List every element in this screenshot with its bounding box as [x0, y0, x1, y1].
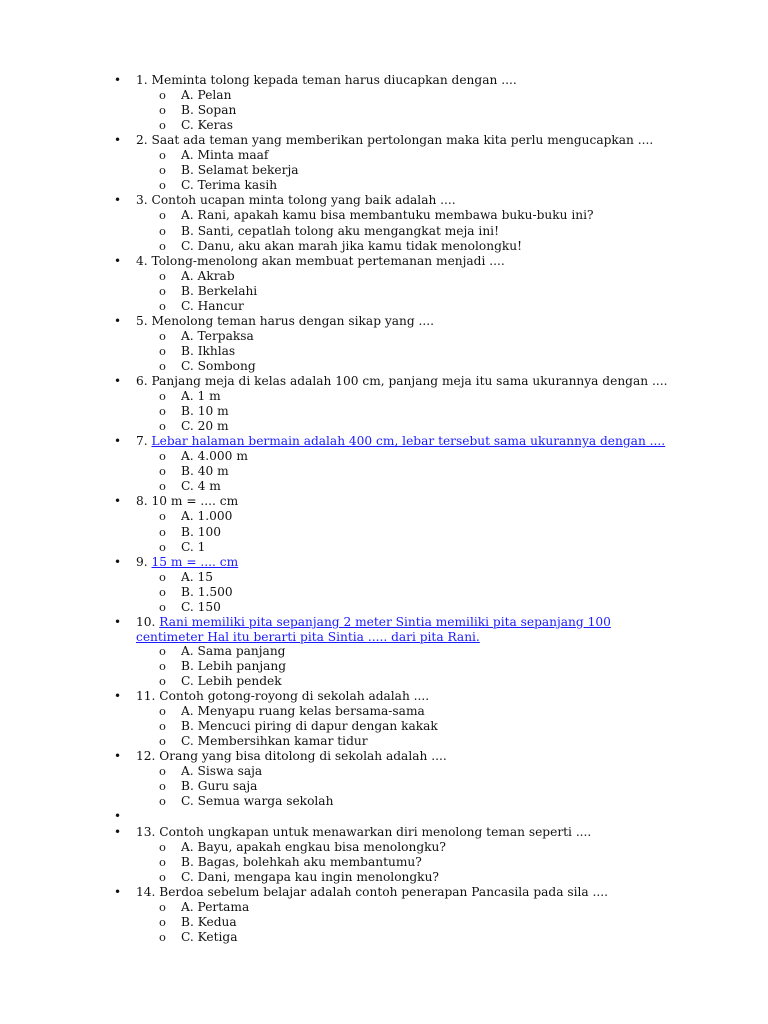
circle-bullet-icon: o — [159, 298, 166, 313]
answer-option-label: A. Terpaksa — [181, 328, 254, 343]
circle-bullet-icon: o — [159, 118, 166, 133]
question-number: 1. — [136, 73, 148, 87]
question-text — [136, 749, 447, 764]
circle-bullet-icon: o — [159, 539, 166, 554]
question-number: 9. — [136, 554, 148, 569]
answer-option-label: B. 10 m — [181, 404, 229, 419]
answer-option-label: B. Ikhlas — [181, 343, 236, 358]
question-text[interactable] — [136, 555, 238, 570]
circle-bullet-icon: o — [159, 389, 166, 404]
bullet-icon: • — [114, 749, 122, 764]
circle-bullet-icon: o — [159, 328, 166, 343]
answer-option-label: C. Danu, aku akan marah jika kamu tidak menolongku! — [181, 238, 523, 253]
circle-bullet-icon: o — [159, 734, 166, 749]
question-label: Meminta tolong kepada teman harus diucapkan dengan .... — [151, 73, 517, 87]
answer-option-label: B. 40 m — [181, 464, 229, 479]
answer-option-label: A. 1 m — [181, 389, 221, 404]
bullet-icon: • — [114, 193, 122, 208]
question-number: 10. — [136, 614, 156, 629]
answer-option-label: B. Selamat bekerja — [181, 163, 299, 178]
question-label: Contoh ungkapan untuk menawarkan diri menolong teman seperti .... — [159, 824, 592, 839]
circle-bullet-icon: o — [159, 524, 166, 539]
question-link[interactable]: Lebar halaman bermain adalah 400 cm, lebar tersebut sama ukurannya dengan .... — [151, 434, 666, 449]
circle-bullet-icon: o — [159, 223, 166, 238]
circle-bullet-icon: o — [159, 208, 166, 223]
question-link[interactable]: 15 m = .... cm — [151, 554, 239, 569]
question-label: Menolong teman harus dengan sikap yang .... — [151, 313, 435, 328]
question-number: 12. — [136, 749, 156, 764]
question-label: Contoh gotong-royong di sekolah adalah .... — [159, 689, 430, 704]
circle-bullet-icon: o — [159, 163, 166, 178]
bullet-icon: • — [114, 434, 122, 449]
circle-bullet-icon: o — [159, 584, 166, 599]
question-label: Saat ada teman yang memberikan pertolongan maka kita perlu mengucapkan .... — [151, 133, 654, 148]
answer-option-label: C. 20 m — [181, 419, 229, 434]
answer-option-label: B. Berkelahi — [181, 283, 258, 298]
question-label: 10 m = .... cm — [151, 494, 239, 509]
circle-bullet-icon: o — [159, 914, 166, 929]
answer-option-label: A. 1.000 — [181, 509, 233, 524]
question-number: 11. — [136, 689, 156, 704]
answer-option-label: B. Santi, cepatlah tolong aku mengangkat meja ini! — [181, 223, 499, 238]
circle-bullet-icon: o — [159, 178, 166, 193]
question-label: Contoh ucapan minta tolong yang baik adalah .... — [151, 193, 456, 208]
question-number: 4. — [136, 253, 148, 268]
answer-option-label: B. 100 — [181, 524, 221, 539]
answer-option-label: C. Terima kasih — [181, 178, 278, 193]
question-number: 14. — [136, 884, 156, 899]
answer-option-label: A. Bayu, apakah engkau bisa menolongku? — [181, 839, 446, 854]
answer-option-label: B. Guru saja — [181, 779, 258, 794]
circle-bullet-icon: o — [159, 643, 166, 658]
answer-option-label: A. Siswa saja — [181, 764, 263, 779]
circle-bullet-icon: o — [159, 674, 166, 688]
answer-option-label: C. 1 — [181, 539, 206, 554]
circle-bullet-icon: o — [159, 779, 166, 794]
circle-bullet-icon: o — [159, 869, 166, 884]
bullet-icon: • — [114, 809, 122, 824]
question-number: 2. — [136, 133, 148, 148]
circle-bullet-icon: o — [159, 268, 166, 283]
question-text — [136, 254, 505, 269]
circle-bullet-icon: o — [159, 854, 166, 869]
question-text — [136, 689, 429, 704]
circle-bullet-icon: o — [159, 599, 166, 614]
question-text[interactable] — [136, 434, 665, 449]
question-link[interactable]: Rani memiliki pita sepanjang 2 meter Sintia memiliki pita sepanjang 100 centimeter Hal itu berarti pita Sintia ..... dari pita Rani. — [136, 614, 611, 644]
answer-option-label: A. Minta maaf — [181, 148, 269, 163]
circle-bullet-icon: o — [159, 704, 166, 719]
answer-option-label: B. Sopan — [181, 103, 237, 118]
answer-option-label: A. Sama panjang — [181, 643, 286, 658]
answer-option-label: A. Pelan — [181, 88, 232, 103]
answer-option-label: A. Menyapu ruang kelas bersama-sama — [181, 704, 425, 719]
answer-option-label: C. 150 — [181, 599, 221, 614]
question-number: 7. — [136, 434, 148, 449]
answer-option-label: C. Semua warga sekolah — [181, 794, 334, 809]
question-number: 6. — [136, 374, 148, 388]
question-text — [136, 825, 591, 840]
circle-bullet-icon: o — [159, 358, 166, 373]
answer-option-label: C. Dani, mengapa kau ingin menolongku? — [181, 869, 439, 884]
circle-bullet-icon: o — [159, 658, 166, 673]
bullet-icon: • — [114, 494, 122, 509]
circle-bullet-icon: o — [159, 899, 166, 914]
question-number: 3. — [136, 193, 148, 208]
answer-option-label: A. Akrab — [181, 268, 235, 283]
circle-bullet-icon: o — [159, 404, 166, 419]
circle-bullet-icon: o — [159, 794, 166, 809]
circle-bullet-icon: o — [159, 569, 166, 584]
circle-bullet-icon: o — [159, 464, 166, 479]
answer-option-label: A. Rani, apakah kamu bisa membantuku membawa buku-buku ini? — [181, 208, 594, 223]
question-number: 13. — [136, 824, 156, 839]
circle-bullet-icon: o — [159, 148, 166, 163]
circle-bullet-icon: o — [159, 343, 166, 358]
question-label: Tolong-menolong akan membuat pertemanan menjadi .... — [151, 253, 505, 268]
bullet-icon: • — [114, 253, 122, 268]
question-number: 5. — [136, 313, 148, 328]
answer-option-label: C. Hancur — [181, 298, 244, 313]
answer-option-label: C. Lebih pendek — [181, 674, 282, 688]
bullet-icon: • — [114, 133, 122, 148]
answer-option-label: C. Membersihkan kamar tidur — [181, 734, 368, 749]
bullet-icon: • — [114, 554, 122, 569]
answer-option-label: B. Bagas, bolehkah aku membantumu? — [181, 854, 422, 869]
circle-bullet-icon: o — [159, 839, 166, 854]
answer-option-label: B. Mencuci piring di dapur dengan kakak — [181, 719, 438, 734]
bullet-icon: • — [114, 689, 122, 704]
circle-bullet-icon: o — [159, 419, 166, 434]
circle-bullet-icon: o — [159, 283, 166, 298]
answer-option-label: A. 4.000 m — [181, 449, 248, 464]
question-text — [136, 314, 434, 329]
question-text[interactable] — [136, 615, 636, 645]
question-text — [136, 885, 608, 900]
question-text — [136, 193, 456, 208]
circle-bullet-icon: o — [159, 103, 166, 118]
answer-option-label: B. 1.500 — [181, 584, 233, 599]
circle-bullet-icon: o — [159, 449, 166, 464]
question-text — [136, 73, 517, 88]
bullet-icon: • — [114, 884, 122, 899]
circle-bullet-icon: o — [159, 479, 166, 494]
question-label: Orang yang bisa ditolong di sekolah adalah .... — [159, 749, 447, 764]
question-text — [136, 494, 238, 509]
circle-bullet-icon: o — [159, 929, 166, 944]
answer-option-label: A. 15 — [181, 569, 214, 584]
circle-bullet-icon: o — [159, 764, 166, 779]
question-label: Berdoa sebelum belajar adalah contoh penerapan Pancasila pada sila .... — [159, 884, 609, 899]
question-text — [136, 133, 653, 148]
bullet-icon: • — [114, 73, 122, 87]
circle-bullet-icon: o — [159, 719, 166, 734]
bullet-icon: • — [114, 824, 122, 839]
circle-bullet-icon: o — [159, 88, 166, 103]
answer-option-label: B. Kedua — [181, 914, 237, 929]
answer-option-label: C. 4 m — [181, 479, 221, 494]
answer-option-label: C. Ketiga — [181, 929, 238, 944]
answer-option-label: A. Pertama — [181, 899, 250, 914]
answer-option-label: C. Sombong — [181, 358, 256, 373]
bullet-icon: • — [114, 313, 122, 328]
question-label: Panjang meja di kelas adalah 100 cm, panjang meja itu sama ukurannya dengan .... — [151, 374, 668, 388]
answer-option-label: B. Lebih panjang — [181, 658, 287, 673]
bullet-icon: • — [114, 374, 122, 388]
answer-option-label: C. Keras — [181, 118, 233, 133]
circle-bullet-icon: o — [159, 238, 166, 253]
question-number: 8. — [136, 494, 148, 509]
bullet-icon: • — [114, 614, 122, 629]
circle-bullet-icon: o — [159, 509, 166, 524]
question-text — [136, 374, 667, 389]
